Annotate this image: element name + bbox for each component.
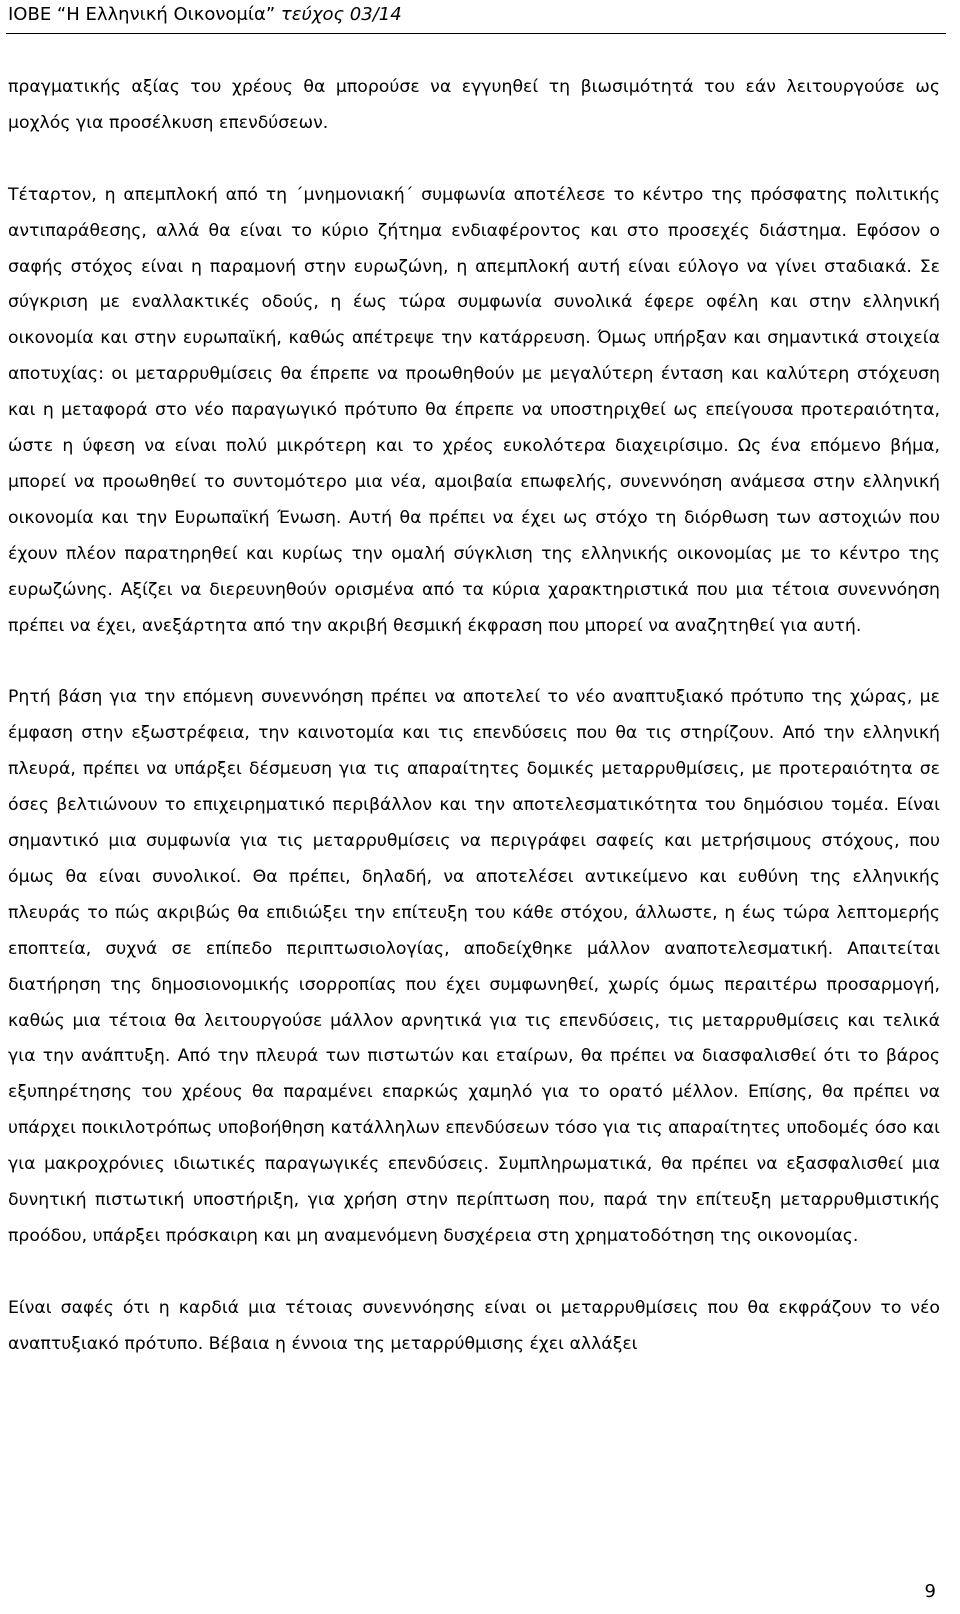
paragraph: Είναι σαφές ότι η καρδιά μια τέτοιας συνεννόησης είναι οι μεταρρυθμίσεις που θα εκφράζουν το νέο αναπτυξιακό πρότυπο. Βέβαια η έννοια της μεταρρύθμισης έχει αλλάξει [8,1297,940,1354]
header-title: ΙΟΒΕ “Η Ελληνική Οικονομία” [8,4,281,25]
running-header [8,2,402,28]
header-divider [6,33,946,34]
paragraph: Ρητή βάση για την επόμενη συνεννόηση πρέπει να αποτελεί το νέο αναπτυξιακό πρότυπο της χώρας, με έμφαση στην εξωστρέφεια, την καινοτομία και τις επενδύσεις που θα τις στηρίζουν. Από την ελληνική πλευρά, πρέπει να υπάρξει δέσμευση για τις απαραίτητες δομικές μεταρρυθμίσεις, με προτεραιότητα σε όσες βελτιώνουν το επιχειρηματικό περιβάλλον και την αποτελεσματικότητα του δημόσιου τομέα. Είναι σημαντικό μια συμφωνία για τις μεταρρυθμίσεις να περιγράφει σαφείς και μετρήσιμους στόχους, που όμως θα είναι συνολικοί. Θα πρέπει, δηλαδή, να αποτελέσει αντικείμενο και ευθύνη της ελληνικής πλευράς το πώς ακριβώς θα επιδιώξει την επίτευξη του κάθε στόχου, άλλωστε, η έως τώρα λεπτομερής εποπτεία, συχνά σε επίπεδο περιπτωσιολογίας, αποδείχθηκε μάλλον αναποτελεσματική. Απαιτείται διατήρηση της δημοσιονομικής ισορροπίας που έχει συμφωνηθεί, χωρίς όμως περαιτέρω προσαρμογή, καθώς μια τέτοια θα λειτουργούσε μάλλον αρνητικά για τις επενδύσεις, τις μεταρρυθμίσεις και τελικά για την ανάπτυξη. Από την πλευρά των πιστωτών και εταίρων, θα πρέπει να διασφαλισθεί ότι το βάρος εξυπηρέτησης του χρέους θα παραμένει επαρκώς χαμηλό για το ορατό μέλλον. Επίσης, θα πρέπει να υπάρχει ποικιλοτρόπως υποβοήθηση κατάλληλων επενδύσεων τόσο για τις απαραίτητες υποδομές όσο και για μακροχρόνιες ιδιωτικές παραγωγικές επενδύσεις. Συμπληρωματικά, θα πρέπει να εξασφαλισθεί μια δυνητική πιστωτική υποστήριξη, για χρήση στην περίπτωση που, παρά την επίτευξη μεταρρυθμιστικής προόδου, υπάρξει πρόσκαιρη και μη αναμενόμενη δυσχέρεια στη χρηματοδότηση της οικονομίας. [8,687,940,1246]
paragraph: πραγματικής αξίας του χρέους θα μπορούσε να εγγυηθεί τη βιωσιμότητά του εάν λειτουργούσε ως μοχλός για προσέλκυση επενδύσεων. [8,77,940,133]
document-body [8,70,940,1363]
page-number: 9 [924,1581,936,1602]
paragraph: Τέταρτον, η απεμπλοκή από τη ΄μνημονιακή΄ συμφωνία αποτέλεσε το κέντρο της πρόσφατης πολιτικής αντιπαράθεσης, αλλά θα είναι το κύριο ζήτημα ενδιαφέροντος και στο προσεχές διάστημα. Εφόσον ο σαφής στόχος είναι η παραμονή στην ευρωζώνη, η απεμπλοκή αυτή είναι εύλογο να γίνει σταδιακά. Σε σύγκριση με εναλλακτικές οδούς, η έως τώρα συμφωνία συνολικά έφερε οφέλη και στην ελληνική οικονομία και στην ευρωπαϊκή, καθώς απέτρεψε την κατάρρευση. Όμως υπήρξαν και σημαντικά στοιχεία αποτυχίας: οι μεταρρυθμίσεις θα έπρεπε να προωθηθούν με μεγαλύτερη ένταση και καλύτερη στόχευση και η μεταφορά στο νέο παραγωγικό πρότυπο θα έπρεπε να υποστηριχθεί ως επείγουσα προτεραιότητα, ώστε η ύφεση να είναι πολύ μικρότερη και το χρέος ευκολότερα διαχειρίσιμο. Ως ένα επόμενο βήμα, μπορεί να προωθηθεί το συντομότερο μια νέα, αμοιβαία επωφελής, συνεννόηση ανάμεσα στην ελληνική οικονομία και την Ευρωπαϊκή Ένωση. Αυτή θα πρέπει να έχει ως στόχο τη διόρθωση των αστοχιών που έχουν πλέον παρατηρηθεί και κυρίως την ομαλή σύγκλιση της ελληνικής οικονομίας με το κέντρο της ευρωζώνης. Αξίζει να διερευνηθούν ορισμένα από τα κύρια χαρακτηριστικά που μια τέτοια συνεννόηση πρέπει να έχει, ανεξάρτητα από την ακριβή θεσμική έκφραση που μπορεί να αναζητηθεί για αυτή. [8,184,940,636]
header-issue: τεύχος 03/14 [280,4,402,25]
